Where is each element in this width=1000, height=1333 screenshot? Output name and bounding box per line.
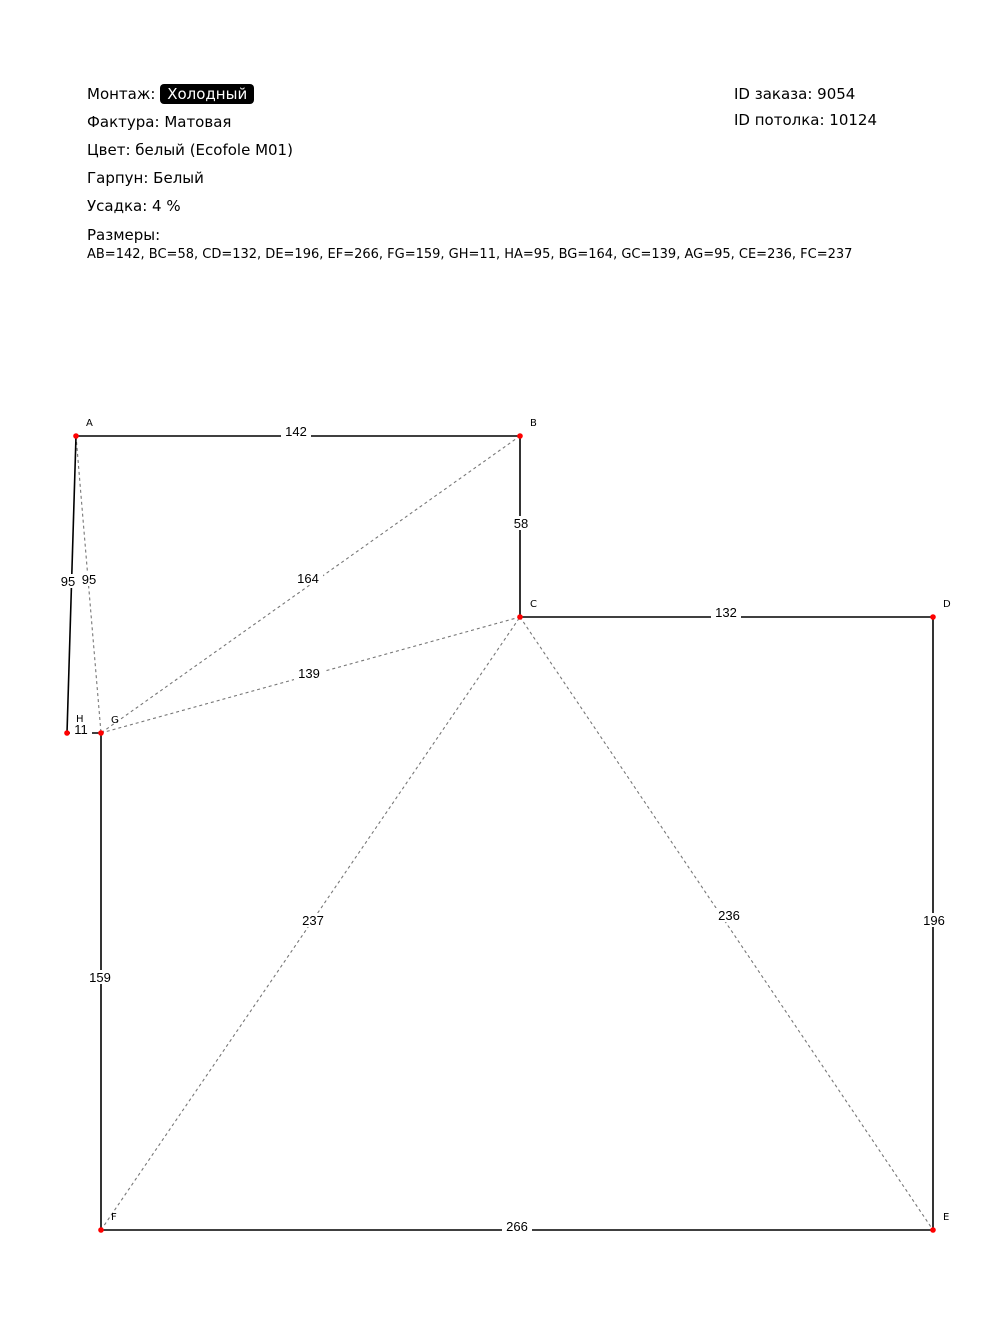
vertex-point-d	[930, 614, 936, 620]
vertex-label-h: H	[76, 714, 84, 725]
edge-length-label-fc: 237	[302, 913, 324, 928]
edge-length-label-ef: 266	[506, 1219, 528, 1234]
walls-layer	[67, 436, 933, 1230]
edge-length-label-de: 196	[923, 913, 945, 928]
vertex-point-f	[98, 1227, 104, 1233]
diagonal-ce	[520, 617, 933, 1230]
edge-length-label-cd: 132	[715, 605, 737, 620]
mount-label: Монтаж:	[87, 85, 156, 103]
color-text: Цвет: белый (Ecofole M01)	[87, 141, 293, 159]
vertex-point-a	[73, 433, 79, 439]
edge-length-label-ag: 95	[81, 572, 97, 587]
vertex-label-a: A	[86, 418, 93, 429]
texture-text: Фактура: Матовая	[87, 113, 232, 131]
edge-length-label-gh: 11	[74, 722, 88, 737]
vertex-point-g	[98, 730, 104, 736]
harpoon-text: Гарпун: Белый	[87, 169, 204, 187]
edge-length-label-ab: 142	[285, 424, 307, 439]
labels-layer	[57, 424, 949, 1234]
order-id-text: ID заказа: 9054	[734, 85, 856, 103]
vertex-label-b: B	[530, 418, 537, 429]
vertex-label-e: E	[943, 1212, 950, 1223]
edge-length-label-ha: 95	[60, 574, 76, 589]
sizes-title: Размеры:	[87, 226, 161, 244]
vertex-point-e	[930, 1227, 936, 1233]
edge-length-label-fg: 159	[89, 970, 111, 985]
ceiling-id-text: ID потолка: 10124	[734, 111, 878, 129]
shrink-text: Усадка: 4 %	[87, 197, 181, 215]
mount-type-badge: Холодный	[160, 84, 254, 104]
edge-length-label-gc: 139	[298, 666, 320, 681]
edge-length-label-ce: 236	[718, 908, 740, 923]
vertex-point-b	[517, 433, 523, 439]
vertex-label-d: D	[943, 599, 951, 610]
vertices-layer	[64, 418, 951, 1233]
vertex-label-c: C	[530, 599, 537, 610]
vertex-label-g: G	[111, 715, 119, 726]
vertex-label-f: F	[111, 1212, 117, 1223]
edge-length-label-bc: 58	[513, 516, 529, 531]
vertex-point-c	[517, 614, 523, 620]
diagonals-layer	[76, 436, 933, 1230]
vertex-point-h	[64, 730, 70, 736]
edge-length-label-bg: 164	[297, 571, 319, 586]
sizes-list: AB=142, BC=58, CD=132, DE=196, EF=266, FG=159, GH=11, HA=95, BG=164, GC=139, AG=95, CE=236, FC=237	[87, 247, 853, 262]
